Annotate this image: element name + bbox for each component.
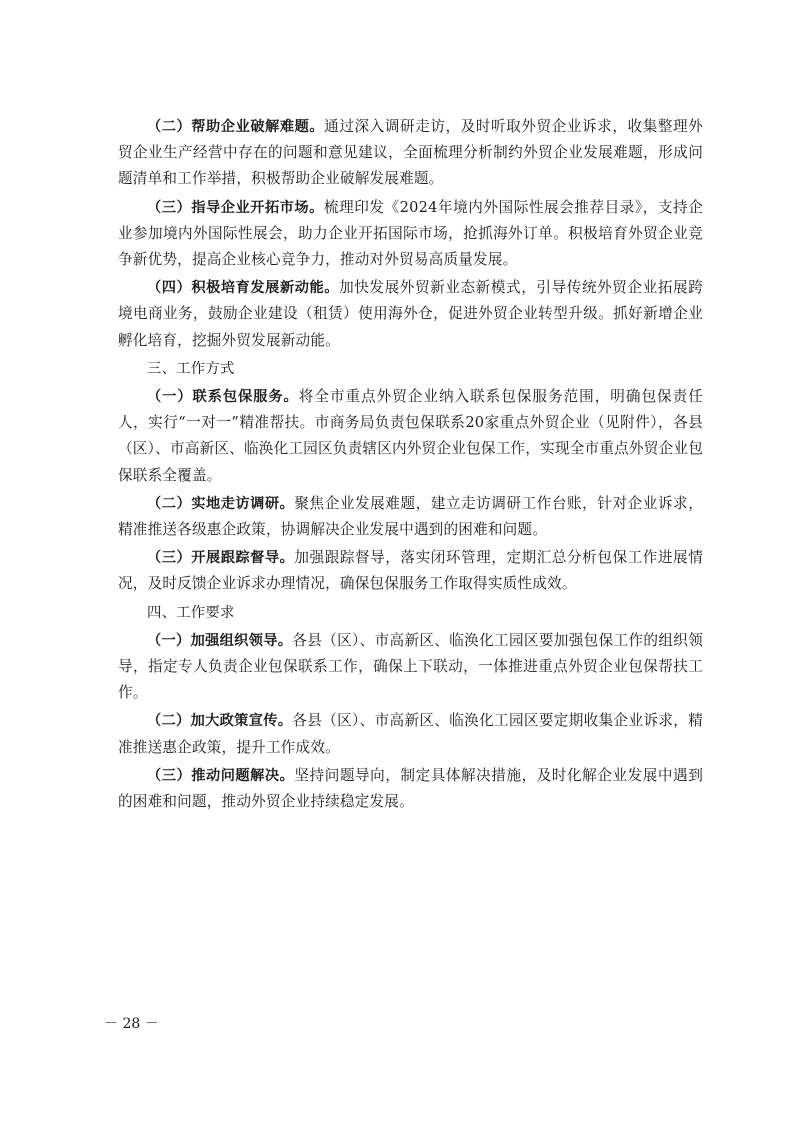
paragraph-text: 各县（区）、市高新区、临涣化工园区要定期收集企业诉求，精准推送惠企政策，提升工作成效。 (118, 712, 703, 756)
paragraph-policy-publicity (118, 708, 703, 760)
document-body (118, 114, 703, 817)
paragraph-problem-solving (118, 763, 703, 815)
paragraph-lead: （一）加强组织领导。 (147, 632, 293, 649)
paragraph-text: 坚持问题导向，制定具体解决措施，及时化解企业发展中遇到的困难和问题，推动外贸企业持续稳定发展。 (118, 766, 703, 811)
paragraph-text: 各县（区）、市高新区、临涣化工园区要加强包保工作的组织领导，指定专人负责企业包保联系工作，确保上下联动，一体推进重点外贸企业包保帮扶工作。 (118, 631, 703, 702)
section-heading-text: 三、工作方式 (147, 360, 235, 377)
section-heading-work-methods (118, 356, 703, 382)
paragraph-lead: （三）指导企业开拓市场。 (147, 199, 324, 216)
paragraph-expand-market (118, 195, 703, 274)
paragraph-organization (118, 628, 703, 707)
paragraph-text: 通过深入调研走访，及时听取外贸企业诉求，收集整理外贸企业生产经营中存在的问题和意见建议，全面梳理分析制约外贸企业发展难题，形成问题清单和工作举措，积极帮助企业破解发展难题。 (118, 118, 703, 188)
paragraph-lead: （二）实地走访调研。 (147, 495, 295, 512)
paragraph-text: 将全市重点外贸企业纳入联系包保服务范围，明确包保责任人，实行“一对一”精准帮扶。市商务局负责包保联系20家重点外贸企业（见附件），各县（区）、市高新区、临涣化工园区负责辖区内外贸企业包保工作，实现全市重点外贸企业包保联系全覆盖。 (118, 388, 703, 484)
paragraph-text: 加强跟踪督导，落实闭环管理，定期汇总分析包保工作进展情况，及时反馈企业诉求办理情况，确保包保服务工作取得实质性成效。 (118, 549, 703, 593)
paragraph-lead: （四）积极培育发展新动能。 (147, 280, 340, 297)
paragraph-new-momentum (118, 275, 703, 354)
paragraph-help-solve-difficulties (118, 114, 703, 193)
paragraph-lead: （三）推动问题解决。 (147, 767, 295, 784)
paragraph-text: 梳理印发《2024年境内外国际性展会推荐目录》，支持企业参加境内外国际性展会，助力企业开拓国际市场，抢抓海外订单。积极培育外贸企业竞争新优势，提高企业核心竞争力，推动对外贸易高质量发展。 (118, 198, 703, 269)
section-heading-work-requirements (118, 600, 703, 626)
paragraph-lead: （三）开展跟踪督导。 (147, 550, 295, 567)
page-number: － 28 － (104, 1016, 159, 1032)
paragraph-text: 聚焦企业发展难题，建立走访调研工作台账，针对企业诉求，精准推送各级惠企政策，协调解决企业发展中遇到的困难和问题。 (118, 494, 703, 539)
paragraph-contact-service (118, 384, 703, 489)
paragraph-lead: （二）帮助企业破解难题。 (147, 119, 325, 135)
paragraph-lead: （二）加大政策宣传。 (147, 713, 293, 730)
paragraph-field-visits (118, 491, 703, 543)
paragraph-text: 加快发展外贸新业态新模式，引导传统外贸企业拓展跨境电商业务，鼓励企业建设（租赁）使用海外仓，促进外贸企业转型升级。抓好新增企业孵化培育，挖掘外贸发展新动能。 (118, 279, 703, 349)
section-heading-text: 四、工作要求 (147, 604, 235, 621)
paragraph-follow-up (118, 545, 703, 597)
paragraph-lead: （一）联系包保服务。 (147, 389, 299, 406)
